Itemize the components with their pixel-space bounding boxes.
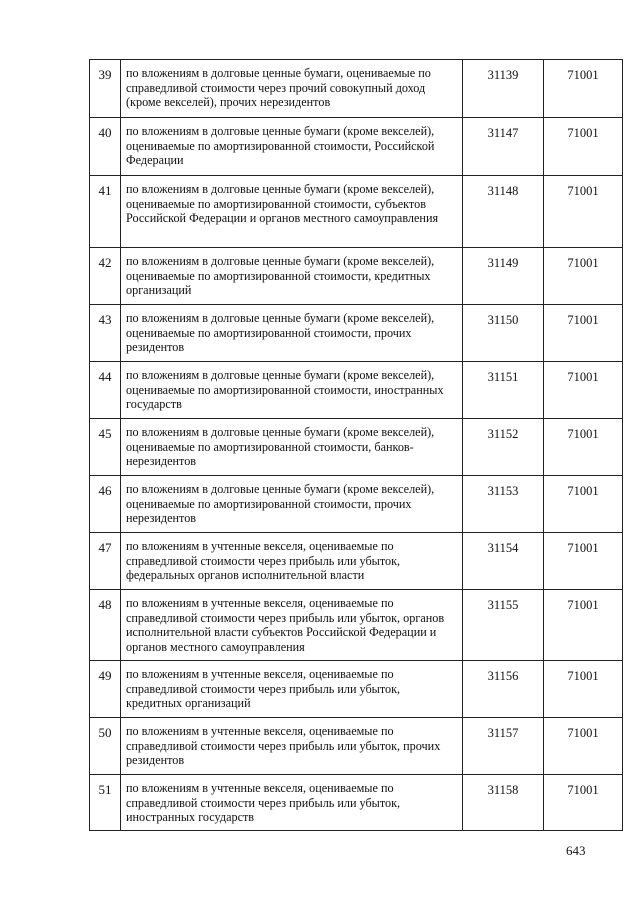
account-code: 31139 (463, 60, 544, 118)
table-row (90, 305, 623, 362)
account-code: 31151 (463, 362, 544, 419)
table-row (90, 590, 623, 661)
account-code: 31153 (463, 476, 544, 533)
table-row (90, 661, 623, 718)
table-row (90, 118, 623, 176)
symbol-code: 71001 (544, 176, 623, 248)
account-code: 31156 (463, 661, 544, 718)
symbol-code: 71001 (544, 476, 623, 533)
table-row (90, 362, 623, 419)
account-code: 31157 (463, 718, 544, 775)
accounts-table (89, 59, 623, 831)
table-row (90, 718, 623, 775)
account-code: 31149 (463, 248, 544, 305)
row-number: 40 (90, 118, 121, 176)
row-description: по вложениям в учтенные векселя, оцениваемые по справедливой стоимости через прибыль или убыток, кредитных организаций (121, 661, 463, 718)
row-number: 42 (90, 248, 121, 305)
page-number: 643 (566, 843, 586, 858)
account-code: 31155 (463, 590, 544, 661)
symbol-code: 71001 (544, 305, 623, 362)
symbol-code: 71001 (544, 118, 623, 176)
row-number: 48 (90, 590, 121, 661)
row-description: по вложениям в учтенные векселя, оцениваемые по справедливой стоимости через прибыль или убыток, прочих резидентов (121, 718, 463, 775)
table-row (90, 176, 623, 248)
account-code: 31152 (463, 419, 544, 476)
table-row (90, 60, 623, 118)
row-number: 46 (90, 476, 121, 533)
row-number: 39 (90, 60, 121, 118)
symbol-code: 71001 (544, 590, 623, 661)
row-description: по вложениям в учтенные векселя, оцениваемые по справедливой стоимости через прибыль или убыток, иностранных государств (121, 775, 463, 831)
symbol-code: 71001 (544, 419, 623, 476)
account-code: 31147 (463, 118, 544, 176)
row-number: 49 (90, 661, 121, 718)
table-row (90, 533, 623, 590)
table-row (90, 476, 623, 533)
row-description: по вложениям в долговые ценные бумаги (кроме векселей), оцениваемые по амортизированной стоимости, Российской Федерации (121, 118, 463, 176)
symbol-code: 71001 (544, 248, 623, 305)
row-description: по вложениям в долговые ценные бумаги (кроме векселей), оцениваемые по амортизированной стоимости, иностранных государств (121, 362, 463, 419)
symbol-code: 71001 (544, 362, 623, 419)
row-number: 43 (90, 305, 121, 362)
account-code: 31154 (463, 533, 544, 590)
symbol-code: 71001 (544, 718, 623, 775)
row-number: 44 (90, 362, 121, 419)
row-description: по вложениям в долговые ценные бумаги, оцениваемые по справедливой стоимости через прочий совокупный доход (кроме векселей), прочих нерезидентов (121, 60, 463, 118)
table-row (90, 419, 623, 476)
account-code: 31158 (463, 775, 544, 831)
row-description: по вложениям в долговые ценные бумаги (кроме векселей), оцениваемые по амортизированной стоимости, прочих резидентов (121, 305, 463, 362)
row-description: по вложениям в учтенные векселя, оцениваемые по справедливой стоимости через прибыль или убыток, органов исполнительной власти субъектов Российской Федерации и органов местного самоуправления (121, 590, 463, 661)
symbol-code: 71001 (544, 60, 623, 118)
table-row (90, 775, 623, 831)
row-number: 50 (90, 718, 121, 775)
row-description: по вложениям в учтенные векселя, оцениваемые по справедливой стоимости через прибыль или убыток, федеральных органов исполнительной власти (121, 533, 463, 590)
row-description: по вложениям в долговые ценные бумаги (кроме векселей), оцениваемые по амортизированной стоимости, субъектов Российской Федерации и органов местного самоуправления (121, 176, 463, 248)
account-code: 31148 (463, 176, 544, 248)
symbol-code: 71001 (544, 775, 623, 831)
row-number: 51 (90, 775, 121, 831)
row-number: 47 (90, 533, 121, 590)
row-description: по вложениям в долговые ценные бумаги (кроме векселей), оцениваемые по амортизированной стоимости, прочих нерезидентов (121, 476, 463, 533)
row-description: по вложениям в долговые ценные бумаги (кроме векселей), оцениваемые по амортизированной стоимости, кредитных организаций (121, 248, 463, 305)
symbol-code: 71001 (544, 661, 623, 718)
row-number: 45 (90, 419, 121, 476)
table-row (90, 248, 623, 305)
account-code: 31150 (463, 305, 544, 362)
symbol-code: 71001 (544, 533, 623, 590)
row-description: по вложениям в долговые ценные бумаги (кроме векселей), оцениваемые по амортизированной стоимости, банков-нерезидентов (121, 419, 463, 476)
row-number: 41 (90, 176, 121, 248)
